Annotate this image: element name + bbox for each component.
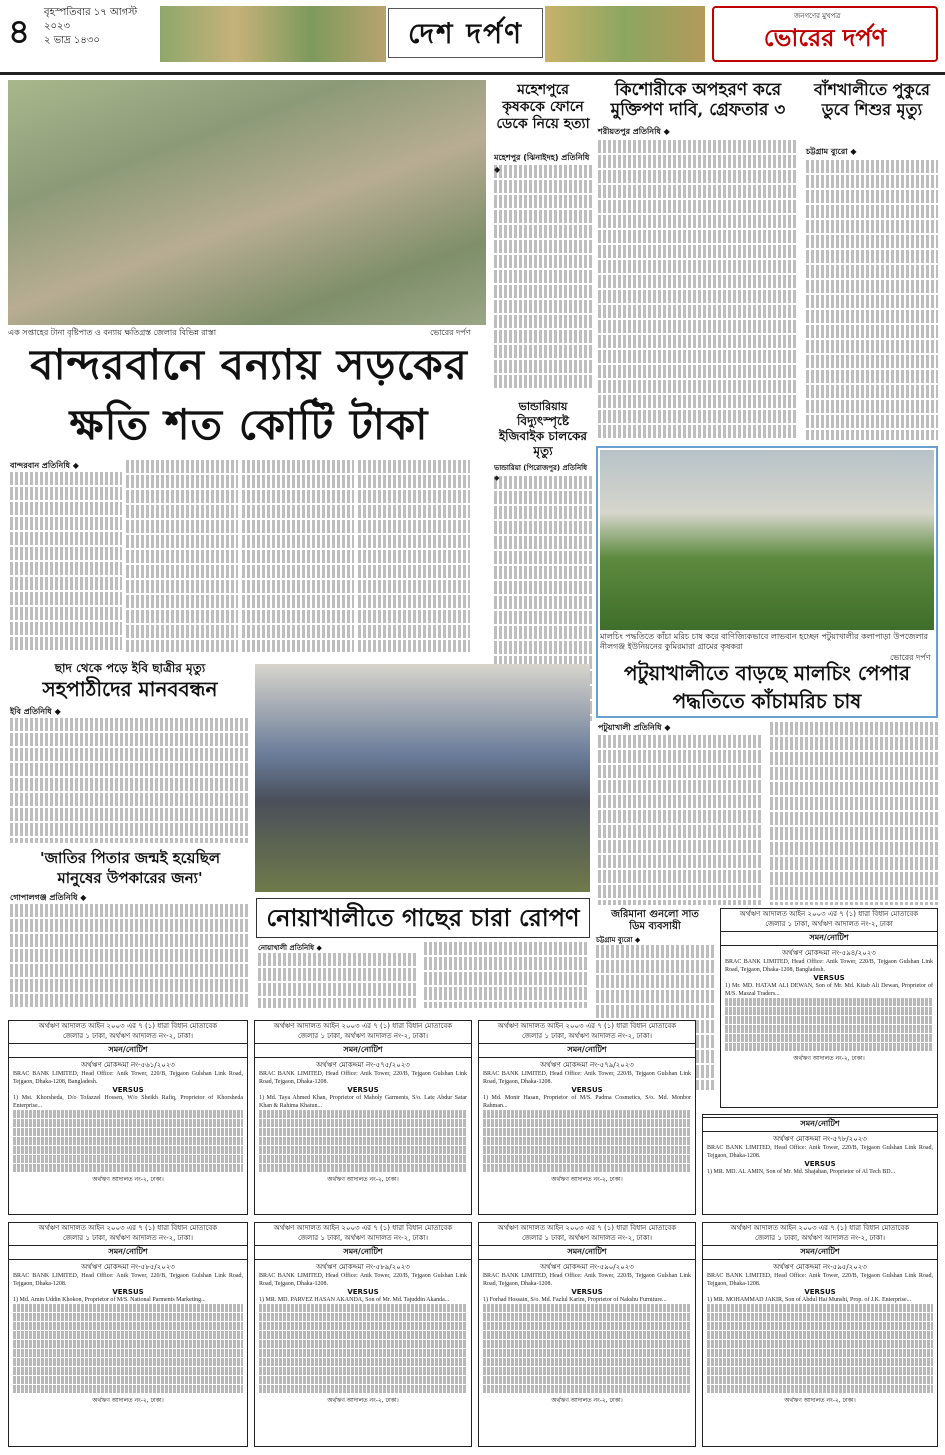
byline: শরীয়তপুর প্রতিনিধি ◆ (598, 127, 670, 136)
chilli-field-photo (600, 450, 934, 630)
notice-versus: VERSUS (813, 974, 845, 982)
notice-party: 1) Md. Amin Uddin Khokon, Proprietor of M/S. National Parments Marketing... (13, 1297, 206, 1303)
notice-court: অর্থঋণ আদালত আইন ২০০৩ এর ৭ (১) ধারা বিধান মোতাবেক (273, 1022, 453, 1030)
legal-notice (8, 1020, 248, 1215)
notice-case: অর্থঋণ মোকদ্দমা নং-৫৯৪/২০২৩ (782, 949, 876, 957)
page-header (0, 0, 945, 78)
headline-papaya-2: পদ্ধতিতে কাঁচামরিচ চাষ (672, 689, 862, 713)
byline: পটুয়াখালী প্রতিনিধি ◆ (598, 723, 671, 732)
notice-court: অর্থঋণ আদালত আইন ২০০৩ এর ৭ (১) ধারা বিধান মোতাবেক (497, 1022, 677, 1030)
notice-court: অর্থঋণ আদালত আইন ২০০৩ এর ৭ (১) ধারা বিধান মোতাবেক (739, 910, 919, 918)
notice-party: 1) Forhad Hossain, S/o. Md. Fazlul Karim, Proprietor of Nakshu Furniture... (483, 1297, 667, 1303)
headline-child: বাঁশখালীতে পুকুরে ডুবে শিশুর মৃত্যু (814, 80, 930, 119)
headline-father-1: 'জাতির পিতার জন্মই হয়েছিল (39, 849, 221, 867)
article-body (806, 160, 938, 440)
notice-versus: VERSUS (571, 1288, 603, 1296)
brand-tagline: জনগণের মুখপত্র (794, 12, 841, 20)
headline-fine-2: ডিম ব্যবসায়ী (629, 921, 681, 932)
headline-bandarban-1: বান্দরবানে বন্যায় সড়কের (30, 340, 468, 389)
notice-versus: VERSUS (571, 1086, 603, 1094)
headline-bhaluka: বিদ্যুৎস্পৃষ্টে ইজিবাইক চালকের মৃত্যু (498, 414, 588, 458)
notice-plaintiff: BRAC BANK LIMITED, Head Office: Anik Tower, 220/B, Tejgaon Gulshan Link Road, Tejgaon, Dhaka-1208. (707, 1145, 933, 1159)
notice-party: 1) Md. Taya Ahmed Khan, Proprietor of Maholy Garments, S/o. Late Abdur Satar Khan & Rahima Khatun... (259, 1095, 467, 1109)
notice-case: অর্থঋণ মোকদ্দমা নং-৫৬১/২০২৩ (81, 1061, 175, 1069)
notice-case: অর্থঋণ মোকদ্দমা নং-৫৭৯/২০২৩ (540, 1061, 634, 1069)
flood-road-photo (8, 80, 486, 325)
notice-plaintiff: BRAC BANK LIMITED, Head Office: Anik Tower, 220/B, Tejgaon Gulshan Link Road, Tejgaon, Dhaka-1208. (259, 1071, 467, 1085)
date-line: ২ ভাদ্র ১৪৩০ (44, 35, 100, 46)
headline-papaya-1: পটুয়াখালীতে বাড়ছে মালচিং পেপার (624, 661, 910, 685)
brand-name: ভোরের দর্পণ (763, 23, 887, 52)
notice-court2: জেলার ১ ঢাকা, অর্থঋণ আদালত নং-২, ঢাকা। (62, 1032, 194, 1040)
article-body (10, 472, 122, 652)
notice-title: সমন/নোটিশ (721, 931, 937, 946)
date-line: বৃহস্পতিবার ১৭ আগস্ট ২০২৩ (44, 7, 138, 32)
event-photo (255, 664, 590, 892)
notice-case: অর্থঋণ মোকদ্দমা নং-৫৯৫/২০২৩ (773, 1263, 867, 1271)
byline: গোপালগঞ্জ প্রতিনিধি ◆ (10, 893, 87, 902)
notice-title: সমন/নোটিশ (9, 1245, 247, 1260)
photo-caption: মালচিং পদ্ধতিতে কাঁচা মরিচ চাষ করে বাণিজ্যিকভাবে লাভবান হচ্ছেন পটুয়াখালীর কলাপাড়া উপজেলার নীলগঞ্জ ইউনিয়নের কুমিরমারা গ্রামের কৃষকরা (600, 632, 928, 651)
notice-court: অর্থঋণ আদালত আইন ২০০৩ এর ৭ (১) ধারা বিধান মোতাবেক (38, 1224, 218, 1232)
headline-fine-1: জরিমানা গুনলো সাত (611, 909, 699, 920)
legal-notice (254, 1222, 472, 1447)
notice-plaintiff: BRAC BANK LIMITED, Head Office: Anik Tower, 220/B, Tejgaon Gulshan Link Road, Tejgaon, Dhaka-1208, Bangladesh. (725, 959, 933, 973)
notice-plaintiff: BRAC BANK LIMITED, Head Office: Anik Tower, 220/B, Tejgaon Gulshan Link Road, Tejgaon, Dhaka-1208. (13, 1273, 243, 1287)
article-body (494, 165, 592, 390)
byline: বান্দরবান প্রতিনিধি ◆ (10, 461, 79, 470)
notice-plaintiff: BRAC BANK LIMITED, Head Office: Anik Tower, 220/B, Tejgaon Gulshan Link Road, Tejgaon, Dhaka-1208. (483, 1273, 691, 1287)
kicker: ভান্ডারিয়ায় (518, 400, 568, 413)
page-number: ৪ (8, 12, 31, 52)
byline: ভান্ডারিয়া (পিরোজপুর) প্রতিনিধি ◆ (494, 464, 588, 482)
masthead-logo (712, 6, 938, 62)
legal-notice (478, 1222, 696, 1447)
article-body (598, 735, 762, 905)
notice-court: অর্থঋণ আদালত আইন ২০০৩ এর ৭ (১) ধারা বিধান মোতাবেক (273, 1224, 453, 1232)
byline: ইবি প্রতিনিধি ◆ (10, 707, 61, 716)
notice-court2: জেলার ১ ঢাকা, অর্থঋণ আদালত নং-২, ঢাকা (765, 920, 893, 928)
article-body (242, 460, 354, 652)
article-body (10, 904, 250, 1009)
notice-versus: VERSUS (112, 1288, 144, 1296)
notice-case: অর্থঋণ মোকদ্দমা নং-৫৮৫/২০২৩ (81, 1263, 175, 1271)
notice-party: 1) Mst. Khorsheda, D/o Tofazzel Hossen, W/o Sheikh Rafiq, Proprietor of Khorsheda Enterprise... (13, 1095, 243, 1109)
notice-title: সমন/নোটিশ (703, 1117, 937, 1132)
legal-notice (702, 1222, 938, 1447)
notice-versus: VERSUS (804, 1288, 836, 1296)
header-photo-strip (545, 6, 705, 62)
article-body (258, 953, 418, 1008)
notice-plaintiff: BRAC BANK LIMITED, Head Office: Anik Tower, 220/B, Tejgaon Gulshan Link Road, Tejgaon, Dhaka-1208. (259, 1273, 467, 1287)
notice-court2: জেলার ১ ঢাকা, অর্থঋণ আদালত নং-২, ঢাকা। (297, 1234, 429, 1242)
notice-plaintiff: BRAC BANK LIMITED, Head Office: Anik Tower, 220/B, Tejgaon Gulshan Link Road, Tejgaon, Dhaka-1208, Bangladesh. (13, 1071, 243, 1085)
article-body (770, 722, 938, 905)
kicker: ছাদ থেকে পড়ে ইবি ছাত্রীর মৃত্যু (54, 661, 206, 675)
headline-farmer: মহেশপুরে কৃষককে ফোনে ডেকে নিয়ে হত্যা (496, 82, 590, 132)
headline-bandarban-2: ক্ষতি শত কোটি টাকা (69, 400, 429, 449)
byline: নোয়াখালী প্রতিনিধি ◆ (258, 944, 322, 952)
headline-father-2: মানুষের উপকারের জন্য' (57, 869, 203, 887)
notice-court2: জেলার ১ ঢাকা, অর্থঋণ আদালত নং-২, ঢাকা। (297, 1032, 429, 1040)
date-block (44, 6, 156, 48)
article-body (424, 942, 588, 1008)
notice-case: অর্থঋণ মোকদ্দমা নং-৫৮৯/২০২৩ (316, 1263, 410, 1271)
notice-party: 1) Md. Monir Hasan, Proprietor of M/S. Padma Cosmetics, S/o. Md. Monbor Rahman... (483, 1095, 691, 1109)
notice-footer: অর্থঋণ আদালত নং-২, ঢাকা। (784, 1397, 856, 1404)
photo-caption: এক সপ্তাহের টানা বৃষ্টিপাত ও বন্যায় ক্ষতিগ্রস্ত জেলার বিভিন্ন রাস্তা (8, 328, 217, 337)
notice-party: 1) MR. MD. AL AMIN, Son of Mr. Md. Shajahan, Proprietor of Al Tech BD... (707, 1169, 896, 1175)
header-rule (0, 72, 945, 75)
notice-court: অর্থঋণ আদালত আইন ২০০৩ এর ৭ (১) ধারা বিধান মোতাবেক (497, 1224, 677, 1232)
notice-plaintiff: BRAC BANK LIMITED, Head Office: Anik Tower, 220/B, Tejgaon Gulshan Link Road, Tejgaon, Dhaka-1208. (483, 1071, 691, 1085)
legal-notice (254, 1020, 472, 1215)
byline: চট্টগ্রাম ব্যুরো ◆ (596, 936, 641, 944)
notice-court: অর্থঋণ আদালত আইন ২০০৩ এর ৭ (১) ধারা বিধান মোতাবেক (38, 1022, 218, 1030)
notice-footer: অর্থঋণ আদালত নং-২, ঢাকা। (92, 1176, 164, 1183)
notice-title: সমন/নোটিশ (703, 1245, 937, 1260)
notice-versus: VERSUS (112, 1086, 144, 1094)
notice-party: 1) MR. MD. PARVEZ HASAN AKANDA, Son of Mr. Md. Tajuddin Akanda... (259, 1297, 450, 1303)
notice-party: 1) Mr. MD. HATAM ALI DEWAN, Son of Mr. Md. Kitab Ali Dewan, Proprietor of M/S. Maszal Traders... (725, 983, 933, 997)
notice-versus: VERSUS (347, 1086, 379, 1094)
legal-notice (8, 1222, 248, 1447)
byline: চট্টগ্রাম ব্যুরো ◆ (806, 147, 857, 156)
notice-plaintiff: BRAC BANK LIMITED, Head Office: Anik Tower, 220/B, Tejgaon Gulshan Link Road, Tejgaon, Dhaka-1208. (707, 1273, 933, 1287)
notice-title: সমন/নোটিশ (255, 1245, 471, 1260)
photo-credit: ভোরের দর্পণ (890, 653, 931, 662)
notice-case: অর্থঋণ মোকদ্দমা নং-৫৯০/২০২৩ (540, 1263, 634, 1271)
legal-notice (478, 1020, 696, 1215)
photo-credit: ভোরের দর্পণ (430, 328, 471, 337)
notice-case: অর্থঋণ মোকদ্দমা নং-৫৭৫/২০২৩ (316, 1061, 410, 1069)
notice-court: অর্থঋণ আদালত আইন ২০০৩ এর ৭ (১) ধারা বিধান মোতাবেক (730, 1224, 910, 1232)
notice-court2: জেলার ১ ঢাকা, অর্থঋণ আদালত নং-২, ঢাকা। (521, 1032, 653, 1040)
article-body (598, 140, 798, 440)
article-body (358, 460, 470, 652)
section-title: দেশ দর্পণ (388, 8, 543, 58)
notice-party: 1) MR. MOHAMMAD JAKIR, Son of Abdul Hai Munshi, Prop. of J.K. Enterprise... (707, 1297, 912, 1303)
notice-court2: জেলার ১ ঢাকা, অর্থঋণ আদালত নং-২, ঢাকা। (521, 1234, 653, 1242)
notice-versus: VERSUS (804, 1160, 836, 1168)
notice-title: সমন/নোটিশ (479, 1245, 695, 1260)
legal-notice (720, 908, 938, 1108)
notice-title: সমন/নোটিশ (255, 1043, 471, 1058)
notice-case: অর্থঋণ মোকদ্দমা নং-৫৭৮/২০২৩ (773, 1135, 867, 1143)
notice-title: সমন/নোটিশ (479, 1043, 695, 1058)
notice-court2: জেলার ১ ঢাকা, অর্থঋণ আদালত নং-২, ঢাকা। (62, 1234, 194, 1242)
notice-footer: অর্থঋণ আদালত নং-২, ঢাকা। (793, 1055, 865, 1062)
notice-court2: জেলার ১ ঢাকা, অর্থঋণ আদালত নং-২, ঢাকা। (754, 1234, 886, 1242)
headline-tree: নোয়াখালীতে গাছের চারা রোপণ (266, 903, 580, 932)
notice-footer: অর্থঋণ আদালত নং-২, ঢাকা। (551, 1176, 623, 1183)
headline-kidnap: কিশোরীকে অপহরণ করে মুক্তিপণ দাবি, গ্রেফতার ৩ (610, 80, 786, 120)
article-body (10, 718, 250, 843)
headline-student: সহপাঠীদের মানববন্ধন (42, 677, 218, 701)
notice-footer: অর্থঋণ আদালত নং-২, ঢাকা। (327, 1397, 399, 1404)
notice-footer: অর্থঋণ আদালত নং-২, ঢাকা। (327, 1176, 399, 1183)
legal-notice (702, 1114, 938, 1215)
notice-title: সমন/নোটিশ (9, 1043, 247, 1058)
notice-footer: অর্থঋণ আদালত নং-২, ঢাকা। (551, 1397, 623, 1404)
notice-versus: VERSUS (347, 1288, 379, 1296)
notice-footer: অর্থঋণ আদালত নং-২, ঢাকা। (92, 1397, 164, 1404)
header-photo-strip (160, 6, 386, 62)
byline: মহেশপুর (ঝিনাইদহ) প্রতিনিধি ◆ (494, 153, 590, 174)
article-body (126, 460, 238, 652)
